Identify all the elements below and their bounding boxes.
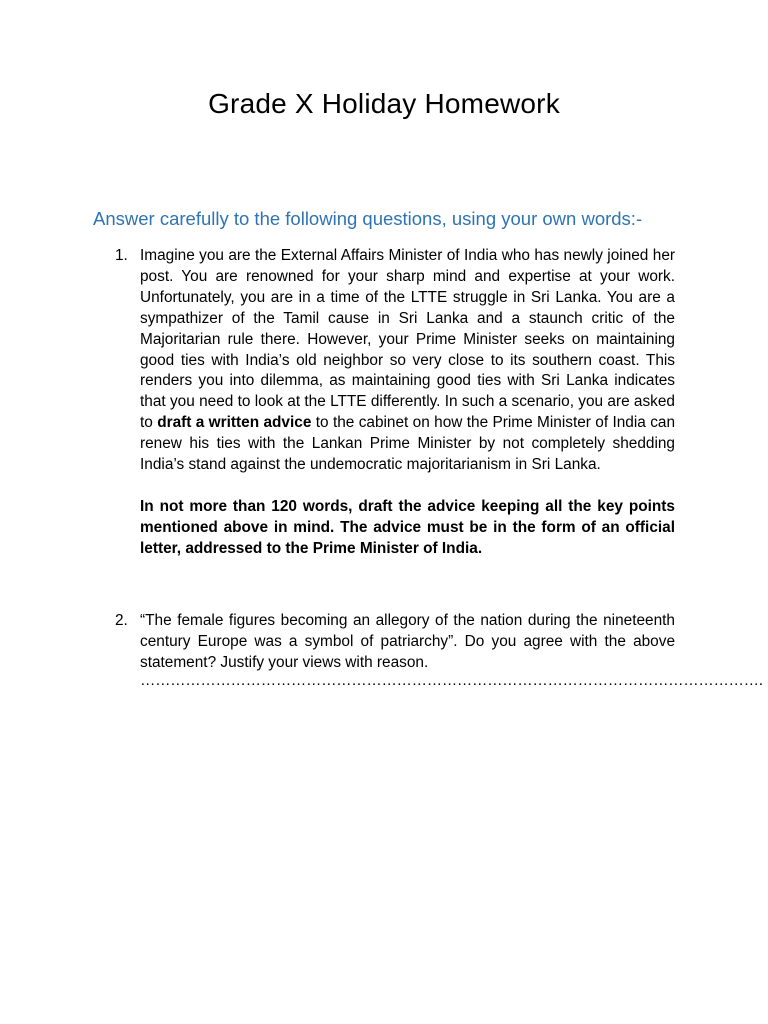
question-1-text-part2: to the cabinet on how the Prime Minister of India can renew his ties with the Lankan Prime Minister by not completely shedding India’s stand against the undemocratic majoritarianism in Sri Lanka. (140, 414, 676, 474)
question-1-task: In not more than 120 words, draft the advice keeping all the key points mentioned above in mind. The advice must be in the form of an official letter, addressed to the Prime Minister of India. (140, 497, 675, 557)
question-1-emphasis: draft a written advice (157, 414, 312, 432)
instruction-heading: Answer carefully to the following questions, using your own words:- (93, 208, 643, 229)
question-1 (115, 246, 675, 560)
question-2 (115, 611, 763, 690)
answer-line: ……………………………………………………………………………………………………………. (140, 672, 763, 690)
question-2-number: 2. (115, 611, 128, 629)
question-1-number: 1. (115, 247, 128, 264)
question-2-text: “The female figures becoming an allegory of the nation during the nineteenth century Europe was a symbol of patriarchy”. Do you agree with the above statement? Justify your views with reason. (140, 611, 675, 671)
question-list (115, 246, 763, 690)
document-title: Grade X Holiday Homework (208, 88, 560, 119)
question-1-text-part1: Imagine you are the External Affairs Minister of India who has newly joined her post. You are renowned for your sharp mind and expertise at your work. Unfortunately, you are in a time of the LTTE struggle in Sri Lanka. You are a sympathizer of the Tamil cause in Sri Lanka and a staunch critic of the Majoritarian rule there. However, your Prime Minister seeks on maintaining good ties with India’s old neighbor so very close to its southern coast. This renders you into dilemma, as maintaining good ties with Sri Lanka indicates that you need to look at the LTTE differently. In such a scenario, you are asked to (140, 247, 675, 432)
question-1-text (140, 246, 675, 476)
